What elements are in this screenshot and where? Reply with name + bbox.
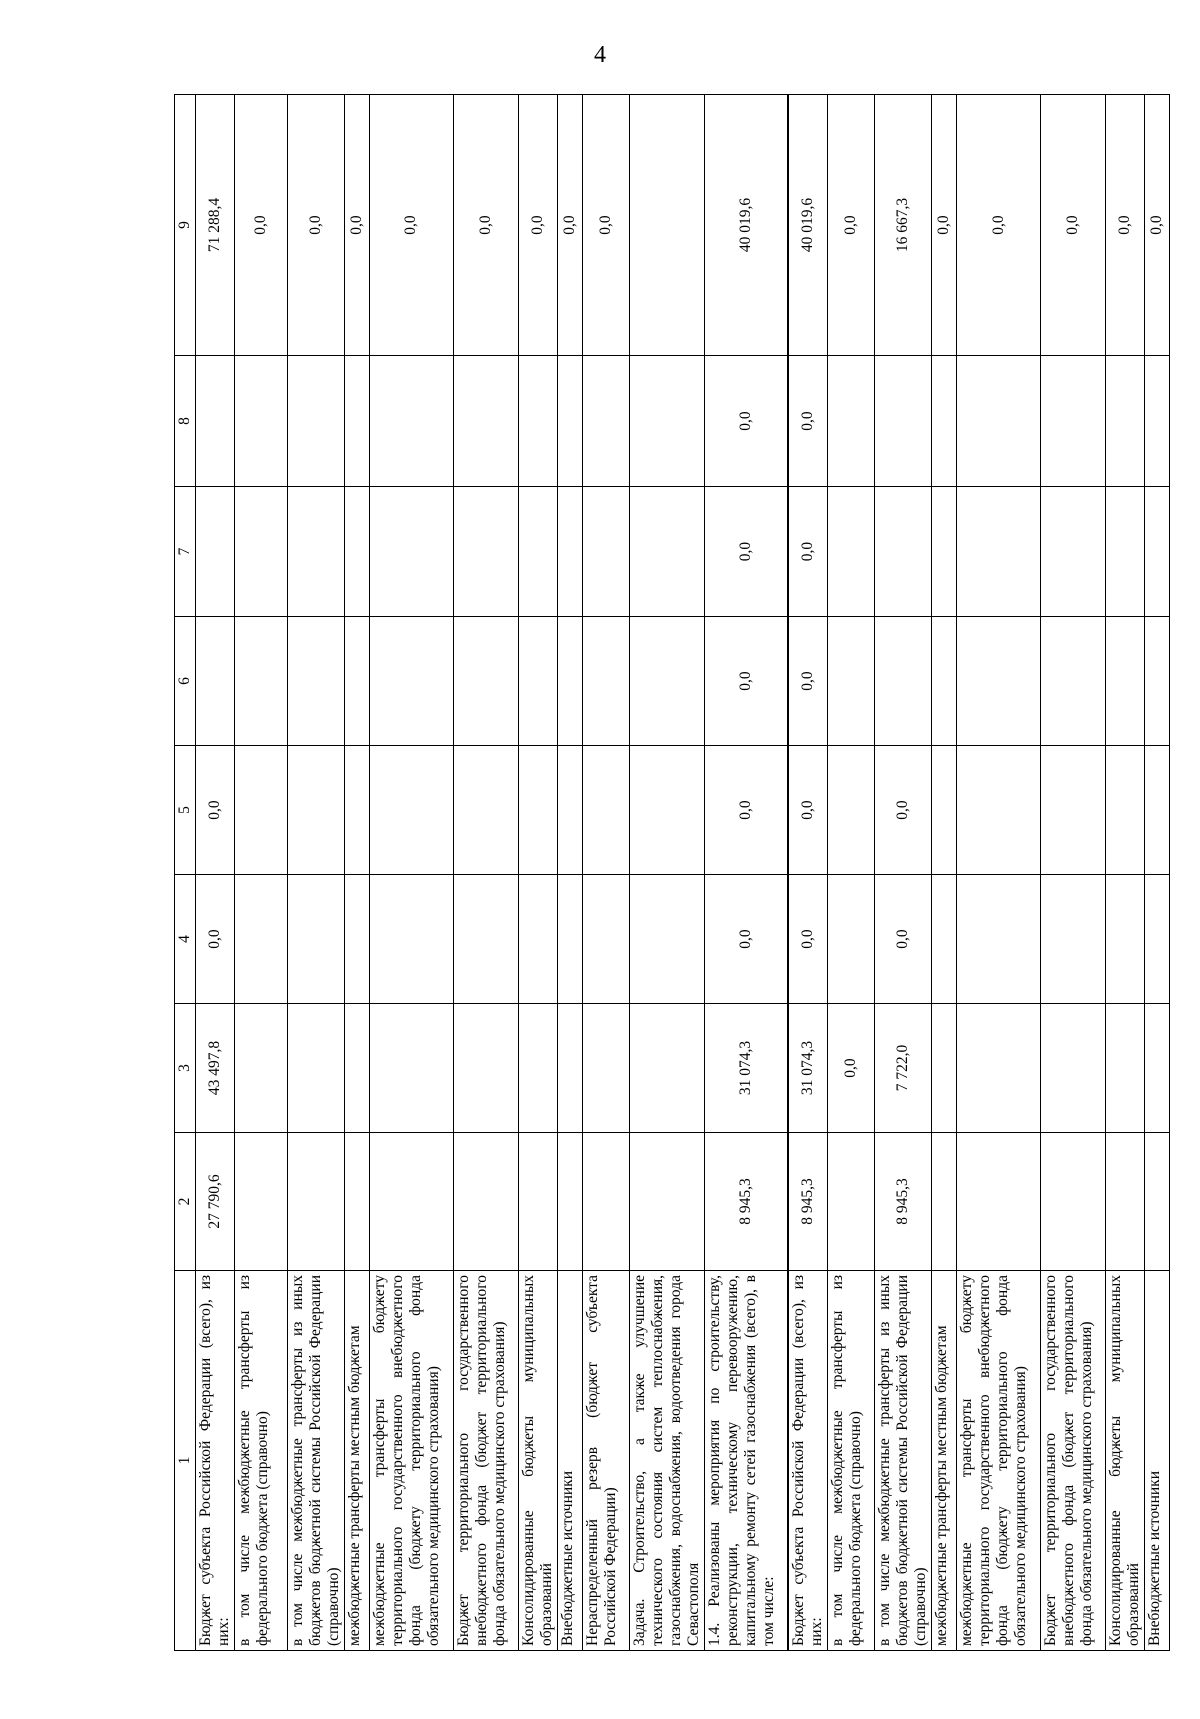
- value-cell: 0,0: [704, 746, 788, 875]
- value-cell: [957, 1133, 1041, 1271]
- value-cell: [234, 356, 287, 487]
- row-label-cell: Внебюджетные источники: [557, 1271, 582, 1651]
- value-cell: 0,0: [788, 356, 827, 487]
- value-cell: 0,0: [196, 746, 235, 875]
- table-row: [582, 95, 629, 1651]
- value-cell: [196, 356, 235, 487]
- value-cell: [1041, 1133, 1106, 1271]
- value-cell: 16 667,3: [875, 95, 932, 356]
- row-label-cell: Задача. Строительство, а также улучшение технического состояния систем теплоснабжения, газоснабжения, водоснабжения, водоотведения города Севастополя: [629, 1271, 704, 1651]
- value-cell: [957, 617, 1041, 746]
- value-cell: 0,0: [1144, 95, 1169, 356]
- table-row: [344, 95, 369, 1651]
- value-cell: [1041, 487, 1106, 617]
- value-cell: [582, 1133, 629, 1271]
- value-cell: 0,0: [828, 95, 875, 356]
- column-header: 3: [175, 1004, 196, 1133]
- table-row: [1144, 95, 1169, 1651]
- value-cell: [344, 746, 369, 875]
- value-cell: 0,0: [875, 746, 932, 875]
- value-cell: 40 019,6: [788, 95, 827, 356]
- table-row: [369, 95, 453, 1651]
- value-cell: [369, 487, 453, 617]
- value-cell: [453, 487, 518, 617]
- column-header: 6: [175, 617, 196, 746]
- value-cell: [1144, 1004, 1169, 1133]
- value-cell: [875, 617, 932, 746]
- value-cell: [453, 746, 518, 875]
- value-cell: [932, 1004, 957, 1133]
- value-cell: [1106, 487, 1145, 617]
- value-cell: 0,0: [704, 875, 788, 1004]
- value-cell: [196, 617, 235, 746]
- row-label-cell: Консолидированные бюджеты муниципальных образований: [1106, 1271, 1145, 1651]
- table-container: [174, 95, 1165, 1651]
- value-cell: [1144, 487, 1169, 617]
- value-cell: [557, 487, 582, 617]
- value-cell: [1144, 617, 1169, 746]
- value-cell: [344, 617, 369, 746]
- value-cell: [582, 875, 629, 1004]
- value-cell: 0,0: [369, 95, 453, 356]
- row-label-cell: межбюджетные трансферты местным бюджетам: [344, 1271, 369, 1651]
- value-cell: 8 945,3: [875, 1133, 932, 1271]
- row-label-cell: межбюджетные трансферты местным бюджетам: [932, 1271, 957, 1651]
- row-label-cell: Внебюджетные источники: [1144, 1271, 1169, 1651]
- value-cell: [582, 487, 629, 617]
- row-label-cell: в том числе межбюджетные трансферты из федерального бюджета (справочно): [828, 1271, 875, 1651]
- value-cell: [557, 1133, 582, 1271]
- value-cell: [287, 746, 344, 875]
- value-cell: [369, 1004, 453, 1133]
- value-cell: [369, 1133, 453, 1271]
- rotated-table: [174, 95, 1165, 1651]
- row-label-cell: 1.4. Реализованы мероприятия по строительству, реконструкции, техническому перевооружению, капитальному ремонту сетей газоснабжения (всего), в том числе:: [704, 1271, 788, 1651]
- column-header: 9: [175, 95, 196, 356]
- value-cell: [1041, 617, 1106, 746]
- value-cell: [518, 1133, 557, 1271]
- value-cell: 40 019,6: [704, 95, 788, 356]
- table-row: [788, 95, 827, 1651]
- value-cell: [369, 617, 453, 746]
- value-cell: [344, 875, 369, 1004]
- value-cell: [828, 875, 875, 1004]
- value-cell: 0,0: [582, 95, 629, 356]
- value-cell: [1144, 875, 1169, 1004]
- column-header: 5: [175, 746, 196, 875]
- value-cell: [518, 746, 557, 875]
- value-cell: [518, 487, 557, 617]
- value-cell: [369, 356, 453, 487]
- value-cell: [828, 617, 875, 746]
- value-cell: 0,0: [875, 875, 932, 1004]
- value-cell: 31 074,3: [704, 1004, 788, 1133]
- value-cell: [932, 356, 957, 487]
- value-cell: 71 288,4: [196, 95, 235, 356]
- value-cell: [287, 356, 344, 487]
- value-cell: [453, 1004, 518, 1133]
- value-cell: [1106, 875, 1145, 1004]
- value-cell: 0,0: [788, 487, 827, 617]
- column-header: 7: [175, 487, 196, 617]
- value-cell: [1106, 746, 1145, 875]
- value-cell: [1106, 356, 1145, 487]
- value-cell: 8 945,3: [704, 1133, 788, 1271]
- value-cell: [234, 617, 287, 746]
- value-cell: [957, 487, 1041, 617]
- value-cell: 0,0: [788, 746, 827, 875]
- table-row: [828, 95, 875, 1651]
- table-row: [704, 95, 788, 1651]
- value-cell: 0,0: [957, 95, 1041, 356]
- row-label-cell: Бюджет территориального государственного внебюджетного фонда (бюджет территориального фонда обязательного медицинского страхования): [453, 1271, 518, 1651]
- value-cell: [234, 875, 287, 1004]
- value-cell: [234, 1004, 287, 1133]
- value-cell: [582, 1004, 629, 1133]
- value-cell: [629, 1133, 704, 1271]
- value-cell: [932, 1133, 957, 1271]
- value-cell: [582, 617, 629, 746]
- table-row: [234, 95, 287, 1651]
- value-cell: [629, 1004, 704, 1133]
- table-row: [196, 95, 235, 1651]
- value-cell: [629, 95, 704, 356]
- value-cell: [1106, 1004, 1145, 1133]
- value-cell: 0,0: [704, 617, 788, 746]
- value-cell: [932, 875, 957, 1004]
- value-cell: 0,0: [287, 95, 344, 356]
- row-label-cell: в том числе межбюджетные трансферты из иных бюджетов бюджетной системы Российской Федерации (справочно): [875, 1271, 932, 1651]
- value-cell: [1144, 746, 1169, 875]
- value-cell: [196, 487, 235, 617]
- value-cell: [453, 617, 518, 746]
- page-number: 4: [594, 42, 606, 68]
- column-header: 8: [175, 356, 196, 487]
- value-cell: 0,0: [453, 95, 518, 356]
- value-cell: 43 497,8: [196, 1004, 235, 1133]
- value-cell: [1041, 1004, 1106, 1133]
- value-cell: [344, 356, 369, 487]
- table-body: [196, 95, 1170, 1651]
- value-cell: 0,0: [1106, 95, 1145, 356]
- value-cell: 7 722,0: [875, 1004, 932, 1133]
- value-cell: [369, 875, 453, 1004]
- table-row: [1106, 95, 1145, 1651]
- value-cell: [287, 487, 344, 617]
- value-cell: [957, 356, 1041, 487]
- value-cell: [629, 487, 704, 617]
- value-cell: 0,0: [518, 95, 557, 356]
- table-header-row: [175, 95, 196, 1651]
- value-cell: 27 790,6: [196, 1133, 235, 1271]
- table-row: [518, 95, 557, 1651]
- value-cell: [344, 1133, 369, 1271]
- value-cell: 0,0: [788, 875, 827, 1004]
- value-cell: [957, 746, 1041, 875]
- table-row: [629, 95, 704, 1651]
- table-row: [557, 95, 582, 1651]
- value-cell: [1106, 1133, 1145, 1271]
- value-cell: 0,0: [828, 1004, 875, 1133]
- value-cell: [1041, 356, 1106, 487]
- value-cell: [557, 617, 582, 746]
- value-cell: [629, 746, 704, 875]
- value-cell: [287, 875, 344, 1004]
- value-cell: [828, 746, 875, 875]
- budget-table: [174, 94, 1170, 1651]
- row-label-cell: межбюджетные трансферты бюджету территориального государственного внебюджетного фонда (бюджету территориального фонда обязательного медицинского страхования): [369, 1271, 453, 1651]
- table-row: [453, 95, 518, 1651]
- value-cell: [957, 875, 1041, 1004]
- column-header: 2: [175, 1133, 196, 1271]
- value-cell: [828, 487, 875, 617]
- row-label-cell: Бюджет территориального государственного внебюджетного фонда (бюджет территориального фонда обязательного медицинского страхования): [1041, 1271, 1106, 1651]
- value-cell: [369, 746, 453, 875]
- value-cell: [234, 746, 287, 875]
- value-cell: [287, 617, 344, 746]
- value-cell: [344, 1004, 369, 1133]
- value-cell: 0,0: [196, 875, 235, 1004]
- value-cell: [629, 356, 704, 487]
- value-cell: [932, 617, 957, 746]
- value-cell: [287, 1004, 344, 1133]
- value-cell: [1144, 1133, 1169, 1271]
- value-cell: [957, 1004, 1041, 1133]
- value-cell: [557, 875, 582, 1004]
- value-cell: [453, 1133, 518, 1271]
- row-label-cell: в том числе межбюджетные трансферты из федерального бюджета (справочно): [234, 1271, 287, 1651]
- row-label-cell: межбюджетные трансферты бюджету территориального государственного внебюджетного фонда (бюджету территориального фонда обязательного медицинского страхования): [957, 1271, 1041, 1651]
- value-cell: [518, 356, 557, 487]
- value-cell: 0,0: [932, 95, 957, 356]
- value-cell: 0,0: [557, 95, 582, 356]
- table-row: [1041, 95, 1106, 1651]
- value-cell: [629, 617, 704, 746]
- value-cell: [518, 617, 557, 746]
- value-cell: [453, 356, 518, 487]
- value-cell: [629, 875, 704, 1004]
- table-row: [875, 95, 932, 1651]
- value-cell: [557, 356, 582, 487]
- value-cell: [518, 875, 557, 1004]
- value-cell: 0,0: [234, 95, 287, 356]
- column-header: 1: [175, 1271, 196, 1651]
- value-cell: [875, 356, 932, 487]
- table-row: [957, 95, 1041, 1651]
- row-label-cell: Бюджет субъекта Российской Федерации (всего), из них:: [788, 1271, 827, 1651]
- value-cell: 31 074,3: [788, 1004, 827, 1133]
- row-label-cell: в том числе межбюджетные трансферты из иных бюджетов бюджетной системы Российской Федерации (справочно): [287, 1271, 344, 1651]
- value-cell: [557, 746, 582, 875]
- value-cell: [1041, 875, 1106, 1004]
- value-cell: [1106, 617, 1145, 746]
- value-cell: [1041, 746, 1106, 875]
- value-cell: [557, 1004, 582, 1133]
- value-cell: [582, 356, 629, 487]
- value-cell: [1144, 356, 1169, 487]
- value-cell: [875, 487, 932, 617]
- value-cell: [287, 1133, 344, 1271]
- row-label-cell: Консолидированные бюджеты муниципальных образований: [518, 1271, 557, 1651]
- value-cell: [828, 1133, 875, 1271]
- table-row: [932, 95, 957, 1651]
- table-row: [287, 95, 344, 1651]
- column-header: 4: [175, 875, 196, 1004]
- value-cell: 8 945,3: [788, 1133, 827, 1271]
- value-cell: [453, 875, 518, 1004]
- value-cell: [932, 746, 957, 875]
- row-label-cell: Бюджет субъекта Российской Федерации (всего), из них:: [196, 1271, 235, 1651]
- value-cell: [828, 356, 875, 487]
- value-cell: [344, 487, 369, 617]
- value-cell: 0,0: [704, 356, 788, 487]
- value-cell: [518, 1004, 557, 1133]
- value-cell: 0,0: [704, 487, 788, 617]
- value-cell: [582, 746, 629, 875]
- value-cell: [234, 1133, 287, 1271]
- value-cell: [234, 487, 287, 617]
- value-cell: 0,0: [1041, 95, 1106, 356]
- value-cell: 0,0: [788, 617, 827, 746]
- value-cell: [932, 487, 957, 617]
- row-label-cell: Нераспределенный резерв (бюджет субъекта Российской Федерации): [582, 1271, 629, 1651]
- value-cell: 0,0: [344, 95, 369, 356]
